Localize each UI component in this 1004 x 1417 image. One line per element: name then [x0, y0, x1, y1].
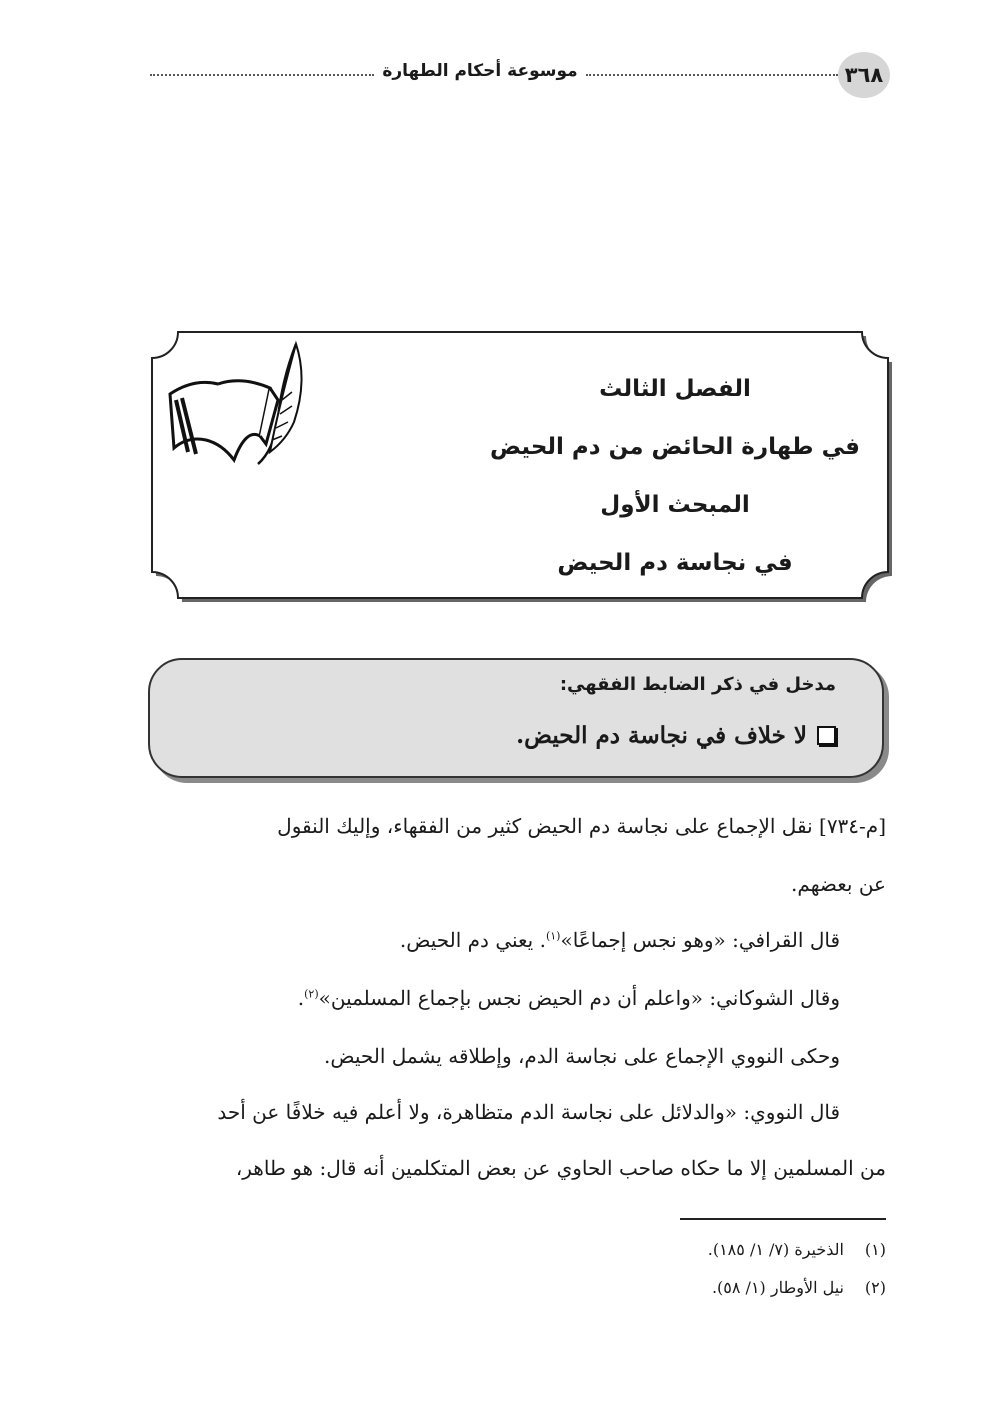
running-title: موسوعة أحكام الطهارة [382, 61, 578, 81]
quote-qarafi: قال القرافي: «وهو نجس إجماعًا» [560, 928, 840, 952]
footnote-2-number: (٢) [864, 1278, 886, 1297]
chapter-title: في طهارة الحائض من دم الحيض [490, 434, 860, 460]
rule-item [516, 722, 836, 749]
page-number: ٣٦٨ [838, 52, 890, 98]
header-dotted-rule-left [150, 74, 374, 76]
chapter-label: الفصل الثالث [599, 376, 751, 402]
footnote-1-number: (١) [864, 1240, 886, 1259]
footnote-ref-2: (٢) [304, 987, 319, 1001]
paragraph-2 [400, 928, 840, 952]
chapter-titles [480, 360, 870, 592]
header-dotted-rule-right [586, 74, 838, 76]
footnote-1 [708, 1240, 886, 1259]
footnote-2 [712, 1278, 886, 1297]
page-header [146, 52, 890, 98]
quote-shawkani: وقال الشوكاني: «واعلم أن دم الحيض نجس بإجماع المسلمين» [318, 986, 840, 1010]
section-title: في نجاسة دم الحيض [557, 550, 793, 576]
footnote-2-text: نيل الأوطار (١/ ٥٨). [711, 1278, 844, 1297]
paragraph-5-line-2: من المسلمين إلا ما حكاه صاحب الحاوي عن بعض المتكلمين أنه قال: هو طاهر، [235, 1156, 886, 1180]
footnote-1-text: الذخيرة (٧/ ١/ ١٨٥). [707, 1240, 844, 1259]
paragraph-3-tail: . [297, 986, 305, 1010]
paragraph-1-line-2: عن بعضهم. [791, 872, 886, 896]
section-label: المبحث الأول [600, 492, 750, 518]
paragraph-4: وحكى النووي الإجماع على نجاسة الدم، وإطلاقه يشمل الحيض. [323, 1044, 840, 1068]
rule-item-text: لا خلاف في نجاسة دم الحيض. [516, 722, 807, 749]
rule-box-title: مدخل في ذكر الضابط الفقهي: [559, 674, 836, 695]
paragraph-3 [298, 986, 840, 1010]
footnote-separator [680, 1218, 886, 1220]
paragraph-1-line-1: [م-٧٣٤] نقل الإجماع على نجاسة دم الحيض كثير من الفقهاء، وإليك النقول [277, 814, 886, 838]
paragraph-2-tail: . يعني دم الحيض. [399, 928, 546, 952]
book-and-quill-icon [166, 340, 306, 474]
footnote-ref-1: (١) [545, 929, 561, 943]
chapter-title-frame [140, 320, 900, 610]
fiqh-rule-box [148, 658, 884, 778]
square-bullet-icon [817, 726, 836, 745]
paragraph-5-line-1: قال النووي: «والدلائل على نجاسة الدم متظاهرة، ولا أعلم فيه خلافًا عن أحد [217, 1100, 840, 1124]
